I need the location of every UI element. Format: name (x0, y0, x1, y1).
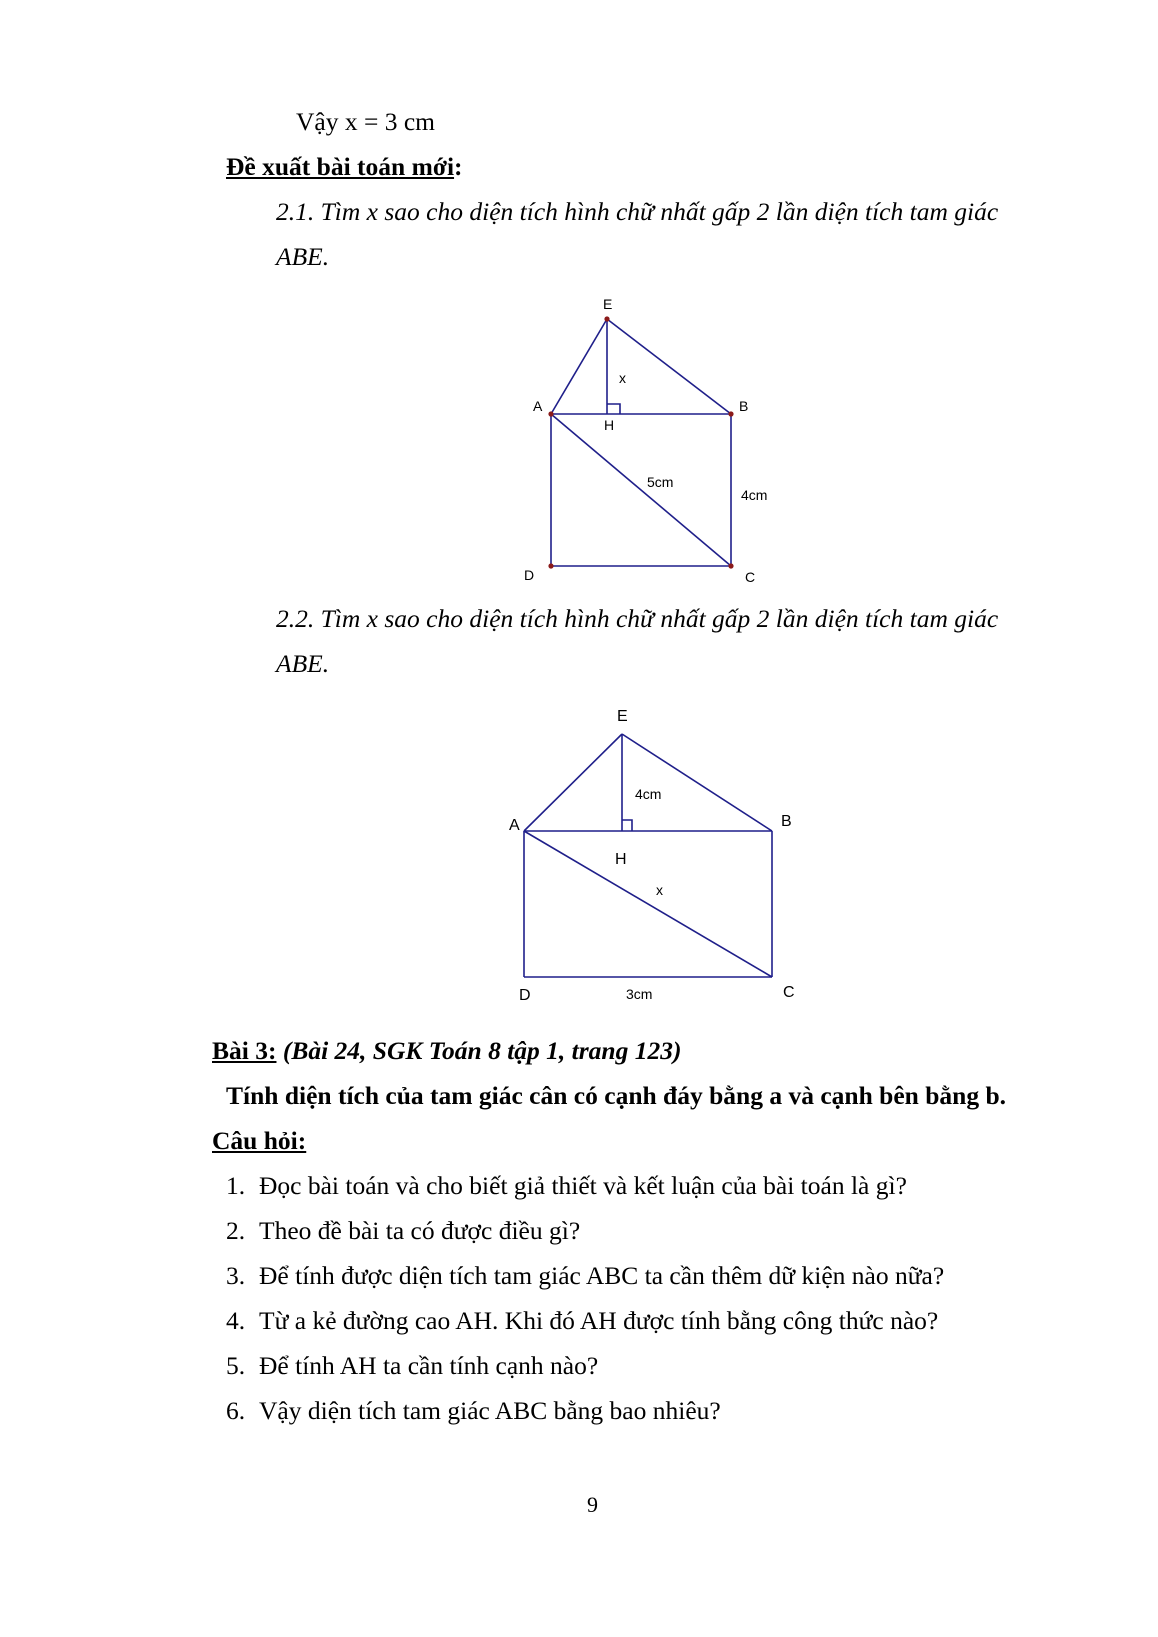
fig1-label-b: B (739, 398, 749, 414)
questions-heading: Câu hỏi: (212, 1126, 307, 1155)
fig2-label-a: A (509, 817, 520, 834)
list-item-text: Từ a kẻ đường cao AH. Khi đó AH được tính bằng công thức nào? (259, 1306, 939, 1335)
fig1-label-diagonal: 5cm (647, 474, 674, 490)
list-item-number: 6. (226, 1396, 246, 1425)
bai3-statement: Tính diện tích của tam giác cân có cạnh đáy bằng a và cạnh bên bằng b. (226, 1081, 1007, 1110)
fig2-segment-ac (524, 831, 772, 977)
fig2-segment-eb (622, 734, 772, 831)
list-item-text: Đọc bài toán và cho biết giả thiết và kết luận của bài toán là gì? (259, 1171, 907, 1200)
list-item-number: 3. (226, 1261, 246, 1290)
list-item-number: 5. (226, 1351, 246, 1380)
intro-line: Vậy x = 3 cm (296, 107, 436, 136)
fig1-label-x: x (619, 370, 626, 386)
fig1-label-h: H (604, 417, 615, 433)
fig2-label-height: 4cm (635, 786, 662, 802)
page-number: 9 (587, 1492, 598, 1517)
fig1-label-side: 4cm (741, 487, 768, 503)
list-item-number: 4. (226, 1306, 246, 1335)
fig2-label-bottom: 3cm (626, 986, 653, 1002)
fig1-label-d: D (524, 567, 535, 583)
problem-2-2-line2: ABE. (276, 649, 330, 678)
fig1-label-c: C (745, 569, 756, 585)
list-item-text: Theo đề bài ta có được điều gì? (259, 1216, 581, 1245)
fig2-segment-ea (524, 734, 622, 831)
list-item-text: Để tính được diện tích tam giác ABC ta cần thêm dữ kiện nào nữa? (259, 1261, 945, 1290)
bai3-label: Bài 3: (212, 1036, 277, 1065)
list-item-number: 2. (226, 1216, 246, 1245)
proposal-heading-colon: : (454, 152, 463, 181)
fig1-label-e: E (603, 296, 613, 312)
problem-2-2-line1: 2.2. Tìm x sao cho diện tích hình chữ nhất gấp 2 lần diện tích tam giác (276, 604, 999, 633)
list-item-text: Vậy diện tích tam giác ABC bằng bao nhiêu? (259, 1396, 721, 1425)
list-item-text: Để tính AH ta cần tính cạnh nào? (259, 1351, 599, 1380)
fig2-label-b: B (781, 813, 792, 830)
fig2-label-e: E (617, 708, 628, 725)
fig2-label-x: x (656, 882, 663, 898)
bai3-source: (Bài 24, SGK Toán 8 tập 1, trang 123) (282, 1036, 682, 1065)
fig2-label-d: D (519, 987, 531, 1004)
fig2-label-h: H (615, 851, 627, 868)
problem-2-1-line2: ABE. (276, 242, 330, 271)
proposal-heading-text: Đề xuất bài toán mới (226, 152, 455, 181)
fig2-label-c: C (783, 984, 795, 1001)
problem-2-1-line1: 2.1. Tìm x sao cho diện tích hình chữ nhất gấp 2 lần diện tích tam giác (276, 197, 999, 226)
list-item-number: 1. (226, 1171, 246, 1200)
fig1-label-a: A (533, 398, 543, 414)
fig2-right-angle-mark (622, 820, 632, 831)
